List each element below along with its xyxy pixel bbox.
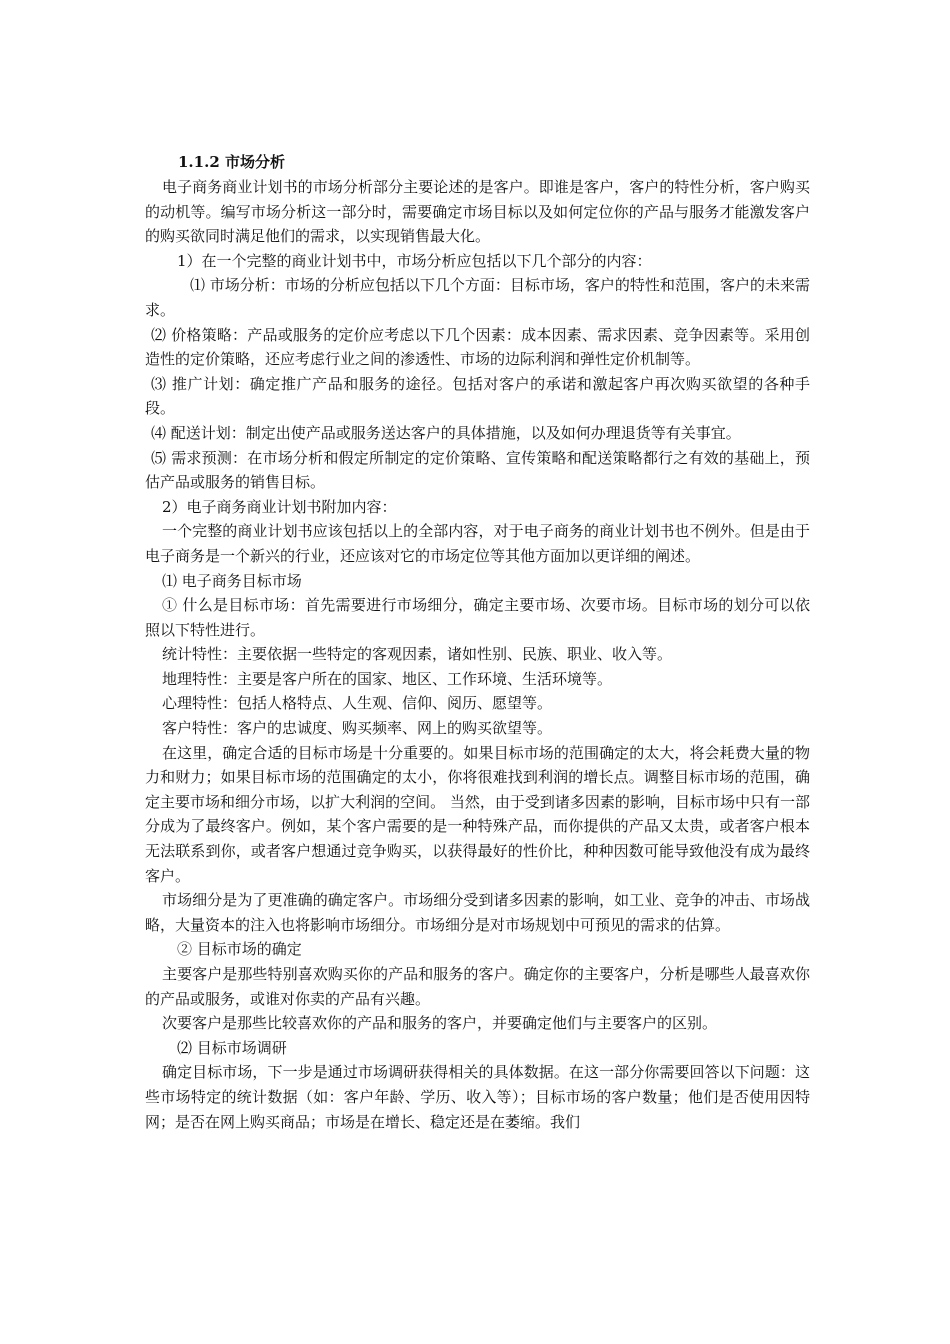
paragraph: ⑸ 需求预测：在市场分析和假定所制定的定价策略、宣传策略和配送策略都行之有效的基础上，预估产品或服务的销售目标。 — [145, 448, 810, 492]
paragraph: 一个完整的商业计划书应该包括以上的全部内容，对于电子商务的商业计划书也不例外。但是由于电子商务是一个新兴的行业，还应该对它的市场定位等其他方面加以更详细的阐述。 — [145, 522, 810, 565]
paragraph: ⑶ 推广计划：确定推广产品和服务的途径。包括对客户的承诺和激起客户再次购买欲望的各种手段。 — [145, 374, 810, 418]
section-heading: 1.1.2 市场分析 — [178, 153, 285, 171]
paragraph: 地理特性：主要是客户所在的国家、地区、工作环境、生活环境等。 — [162, 669, 613, 688]
paragraph: 确定目标市场，下一步是通过市场调研获得相关的具体数据。在这一部分你需要回答以下问题：这些市场特定的统计数据（如：客户年龄、学历、收入等）；目标市场的客户数量；他们是否使用因特网；是否在网上购买商品；市场是在增长、稳定还是在萎缩。我们 — [145, 1063, 810, 1131]
body-text — [145, 175, 810, 1134]
paragraph: ⑴ 电子商务目标市场 — [162, 571, 302, 590]
paragraph: 次要客户是那些比较喜欢你的产品和服务的客户，并要确定他们与主要客户的区别。 — [162, 1014, 718, 1033]
paragraph: 统计特性：主要依据一些特定的客观因素，诸如性别、民族、职业、收入等。 — [162, 645, 673, 664]
paragraph: 1）在一个完整的商业计划书中，市场分析应包括以下几个部分的内容： — [177, 251, 652, 270]
paragraph: ① 什么是目标市场：首先需要进行市场细分，确定主要市场、次要市场。目标市场的划分可以依照以下特性进行。 — [145, 596, 810, 639]
paragraph: 市场细分是为了更准确的确定客户。市场细分受到诸多因素的影响，如工业、竞争的冲击、市场战略，大量资本的注入也将影响市场细分。市场细分是对市场规划中可预见的需求的估算。 — [145, 891, 810, 934]
paragraph: ② 目标市场的确定 — [177, 940, 302, 959]
paragraph: 2）电子商务商业计划书附加内容： — [162, 497, 397, 516]
paragraph: 在这里，确定合适的目标市场是十分重要的。如果目标市场的范围确定的太大，将会耗费大量的物力和财力；如果目标市场的范围确定的太小，你将很难找到利润的增长点。调整目标市场的范围，确定主要市场和细分市场，以扩大利润的空间。 当然，由于受到诸多因素的影响，目标市场中只有一部分成为了最终客户。例如，某个客户需要的是一种特殊产品，而你提供的产品又太贵，或者客户根本无法联系到你，或者客户想通过竞争购买，以获得最好的性价比，种种因数可能导致他没有成为最终客户。 — [145, 743, 810, 885]
paragraph: 客户特性：客户的忠诚度、购买频率、网上的购买欲望等。 — [162, 719, 553, 738]
paragraph: 心理特性：包括人格特点、人生观、信仰、阅历、愿望等。 — [162, 694, 553, 713]
paragraph: ⑵ 目标市场调研 — [177, 1038, 287, 1057]
paragraph: 主要客户是那些特别喜欢购买你的产品和服务的客户。确定你的主要客户，分析是哪些人最喜欢你的产品或服务，或谁对你卖的产品有兴趣。 — [145, 965, 810, 1008]
paragraph: ⑷ 配送计划：制定出使产品或服务送达客户的具体措施，以及如何办理退货等有关事宜。 — [151, 423, 741, 442]
paragraph: ⑴ 市场分析：市场的分析应包括以下几个方面：目标市场，客户的特性和范围，客户的未来需求。 — [145, 276, 810, 319]
paragraph: 电子商务商业计划书的市场分析部分主要论述的是客户。即谁是客户，客户的特性分析，客户购买的动机等。编写市场分析这一部分时，需要确定市场目标以及如何定位你的产品与服务才能激发客户的购买欲同时满足他们的需求，以实现销售最大化。 — [145, 178, 810, 246]
paragraph: ⑵ 价格策略：产品或服务的定价应考虑以下几个因素：成本因素、需求因素、竞争因素等。采用创造性的定价策略，还应考虑行业之间的渗透性、市场的边际利润和弹性定价机制等。 — [145, 325, 810, 369]
